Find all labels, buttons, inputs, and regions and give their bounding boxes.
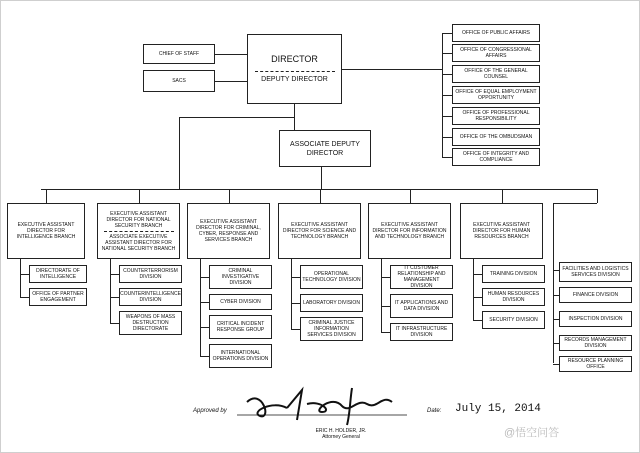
connector	[442, 95, 452, 96]
office-box-label: OFFICE OF CONGRESSIONAL AFFAIRS	[460, 47, 532, 59]
branch-title: EXECUTIVE ASSISTANT DIRECTOR FOR INFORMATION AND TECHNOLOGY BRANCH	[372, 222, 447, 240]
division-box	[482, 288, 545, 306]
connector	[20, 274, 29, 275]
division-box-label: INTERNATIONAL OPERATIONS DIVISION	[212, 350, 269, 362]
division-box-label: IT INFRASTRUCTURE DIVISION	[395, 326, 448, 338]
connector	[553, 343, 559, 344]
connector	[321, 167, 322, 189]
division-box	[29, 265, 87, 283]
division-box	[390, 265, 453, 289]
connector	[473, 259, 474, 320]
branch-box	[7, 203, 85, 259]
connector	[442, 33, 452, 34]
office-box-label: OFFICE OF EQUAL EMPLOYMENT OPPORTUNITY	[455, 89, 537, 101]
admin-division-box	[559, 356, 632, 372]
admin-division-box	[559, 287, 632, 303]
director-box	[247, 34, 342, 104]
chief-of-staff-label: CHIEF OF STAFF	[158, 51, 200, 57]
division-box	[119, 265, 182, 283]
connector	[597, 189, 598, 203]
admin-division-box-label: FACILITIES AND LOGISTICS SERVICES DIVISION	[562, 266, 629, 278]
connector	[553, 319, 559, 320]
branch-title: EXECUTIVE ASSISTANT DIRECTOR FOR NATIONAL SECURITY BRANCH	[106, 210, 171, 229]
divider	[255, 71, 335, 72]
division-box	[119, 288, 182, 306]
connector	[553, 364, 559, 365]
connector	[291, 277, 300, 278]
admin-division-box	[559, 335, 632, 351]
date-label: Date:	[427, 408, 442, 414]
admin-division-box	[559, 262, 632, 282]
office-box-label: OFFICE OF THE OMBUDSMAN	[459, 134, 533, 140]
connector	[553, 203, 597, 204]
connector	[442, 74, 452, 75]
signer-name: ERIC H. HOLDER, JR.	[315, 428, 367, 434]
admin-division-box-label: FINANCE DIVISION	[572, 292, 619, 298]
division-box	[209, 315, 272, 339]
office-box	[452, 107, 540, 125]
branch-title: EXECUTIVE ASSISTANT DIRECTOR FOR SCIENCE AND TECHNOLOGY BRANCH	[282, 222, 357, 240]
connector	[110, 274, 119, 275]
connector	[200, 302, 209, 303]
admin-division-box-label: RECORDS MANAGEMENT DIVISION	[564, 337, 627, 349]
division-box	[119, 311, 182, 335]
deputy-director-label: DEPUTY DIRECTOR	[261, 76, 328, 83]
office-box-label: OFFICE OF PROFESSIONAL RESPONSIBILITY	[462, 110, 530, 122]
connector	[320, 189, 321, 203]
branch-box	[97, 203, 180, 259]
branch-bus	[41, 189, 597, 190]
connector	[442, 137, 452, 138]
division-box-label: CRIMINAL INVESTIGATIVE DIVISION	[221, 268, 260, 286]
connector	[46, 189, 47, 203]
division-box	[390, 294, 453, 318]
signature	[232, 380, 412, 430]
divider	[104, 231, 174, 232]
connector	[553, 270, 559, 271]
connector	[473, 320, 482, 321]
admin-division-box-label: INSPECTION DIVISION	[568, 316, 623, 322]
connector	[200, 259, 201, 356]
connector	[294, 104, 295, 130]
division-box	[209, 344, 272, 368]
connector	[291, 303, 300, 304]
division-box-label: CRIMINAL JUSTICE INFORMATION SERVICES DIVISION	[307, 320, 356, 338]
connector	[381, 259, 382, 332]
connector	[179, 117, 294, 118]
office-box-label: OFFICE OF THE GENERAL COUNSEL	[464, 68, 528, 80]
chief-of-staff-box	[143, 44, 215, 64]
associate-label: ASSOCIATE DEPUTY DIRECTOR	[290, 140, 360, 157]
connector	[473, 274, 482, 275]
connector	[179, 117, 180, 189]
admin-division-box-label: RESOURCE PLANNING OFFICE	[567, 358, 624, 370]
branch-title: EXECUTIVE ASSISTANT DIRECTOR FOR CRIMINAL, CYBER, RESPONSE AND SERVICES BRANCH	[196, 219, 261, 243]
connector	[473, 297, 482, 298]
connector	[200, 356, 209, 357]
division-box	[209, 294, 272, 310]
connector	[215, 81, 247, 82]
office-box	[452, 148, 540, 166]
connector	[381, 306, 390, 307]
date-value: July 15, 2014	[455, 403, 541, 415]
connector	[291, 329, 300, 330]
division-box-label: OFFICE OF PARTNER ENGAGEMENT	[32, 291, 84, 303]
connector	[410, 189, 411, 203]
connector	[110, 297, 119, 298]
connector	[502, 189, 503, 203]
branch-title: EXECUTIVE ASSISTANT DIRECTOR FOR INTELLIGENCE BRANCH	[16, 222, 76, 240]
division-box-label: TRAINING DIVISION	[489, 271, 538, 277]
office-box	[452, 128, 540, 146]
approved-label: Approved by	[193, 408, 227, 414]
signer-title: Attorney General	[322, 434, 360, 440]
connector	[110, 259, 111, 323]
office-box	[452, 24, 540, 42]
division-box	[300, 265, 363, 289]
division-box-label: WEAPONS OF MASS DESTRUCTION DIRECTORATE	[125, 314, 176, 332]
admin-division-box	[559, 311, 632, 327]
connector	[381, 332, 390, 333]
connector	[442, 53, 452, 54]
division-box-label: DIRECTORATE OF INTELLIGENCE	[36, 268, 80, 280]
connector	[110, 323, 119, 324]
office-box-label: OFFICE OF PUBLIC AFFAIRS	[461, 30, 531, 36]
connector	[553, 295, 559, 296]
connector	[381, 277, 390, 278]
division-box	[390, 323, 453, 341]
office-box	[452, 44, 540, 62]
connector	[442, 116, 452, 117]
watermark: @悟空问答	[504, 427, 560, 439]
connector	[215, 54, 247, 55]
division-box-label: LABORATORY DIVISION	[303, 300, 360, 306]
office-box	[452, 86, 540, 104]
connector	[442, 157, 452, 158]
office-box-label: OFFICE OF INTEGRITY AND COMPLIANCE	[462, 151, 530, 163]
connector	[291, 259, 292, 329]
division-box-label: IT APPLICATIONS AND DATA DIVISION	[394, 300, 449, 312]
associate-deputy-director-box	[279, 130, 371, 167]
connector	[553, 203, 554, 363]
connector	[200, 327, 209, 328]
sacs-label: SACS	[172, 78, 186, 84]
signer-block	[306, 428, 376, 440]
branch-box	[187, 203, 270, 259]
branch-box	[368, 203, 451, 259]
division-box-label: CRITICAL INCIDENT RESPONSE GROUP	[216, 321, 265, 333]
division-box	[300, 317, 363, 341]
division-box-label: OPERATIONAL TECHNOLOGY DIVISION	[302, 271, 361, 283]
connector	[20, 259, 21, 297]
division-box-label: IT CUSTOMER RELATIONSHIP AND MANAGEMENT DIVISION	[397, 265, 446, 289]
division-box	[300, 294, 363, 312]
connector	[342, 69, 442, 70]
branch-title-2: ASSOCIATE EXECUTIVE ASSISTANT DIRECTOR FOR NATIONAL SECURITY BRANCH	[101, 233, 176, 252]
division-box-label: HUMAN RESOURCES DIVISION	[487, 291, 540, 303]
division-box-label: CYBER DIVISION	[220, 299, 261, 305]
division-box	[482, 311, 545, 329]
connector	[229, 189, 230, 203]
division-box-label: COUNTERINTELLIGENCE DIVISION	[120, 291, 181, 303]
connector	[20, 297, 29, 298]
division-box-label: COUNTERTERRORISM DIVISION	[123, 268, 178, 280]
director-label: DIRECTOR	[271, 54, 318, 64]
branch-title: EXECUTIVE ASSISTANT DIRECTOR FOR HUMAN RESOURCES BRANCH	[472, 222, 531, 240]
branch-box	[278, 203, 361, 259]
division-box	[482, 265, 545, 283]
sacs-box	[143, 70, 215, 92]
division-box	[209, 265, 272, 289]
division-box	[29, 288, 87, 306]
connector	[139, 189, 140, 203]
office-box	[452, 65, 540, 83]
branch-box	[460, 203, 543, 259]
division-box-label: SECURITY DIVISION	[489, 317, 538, 323]
connector	[200, 277, 209, 278]
